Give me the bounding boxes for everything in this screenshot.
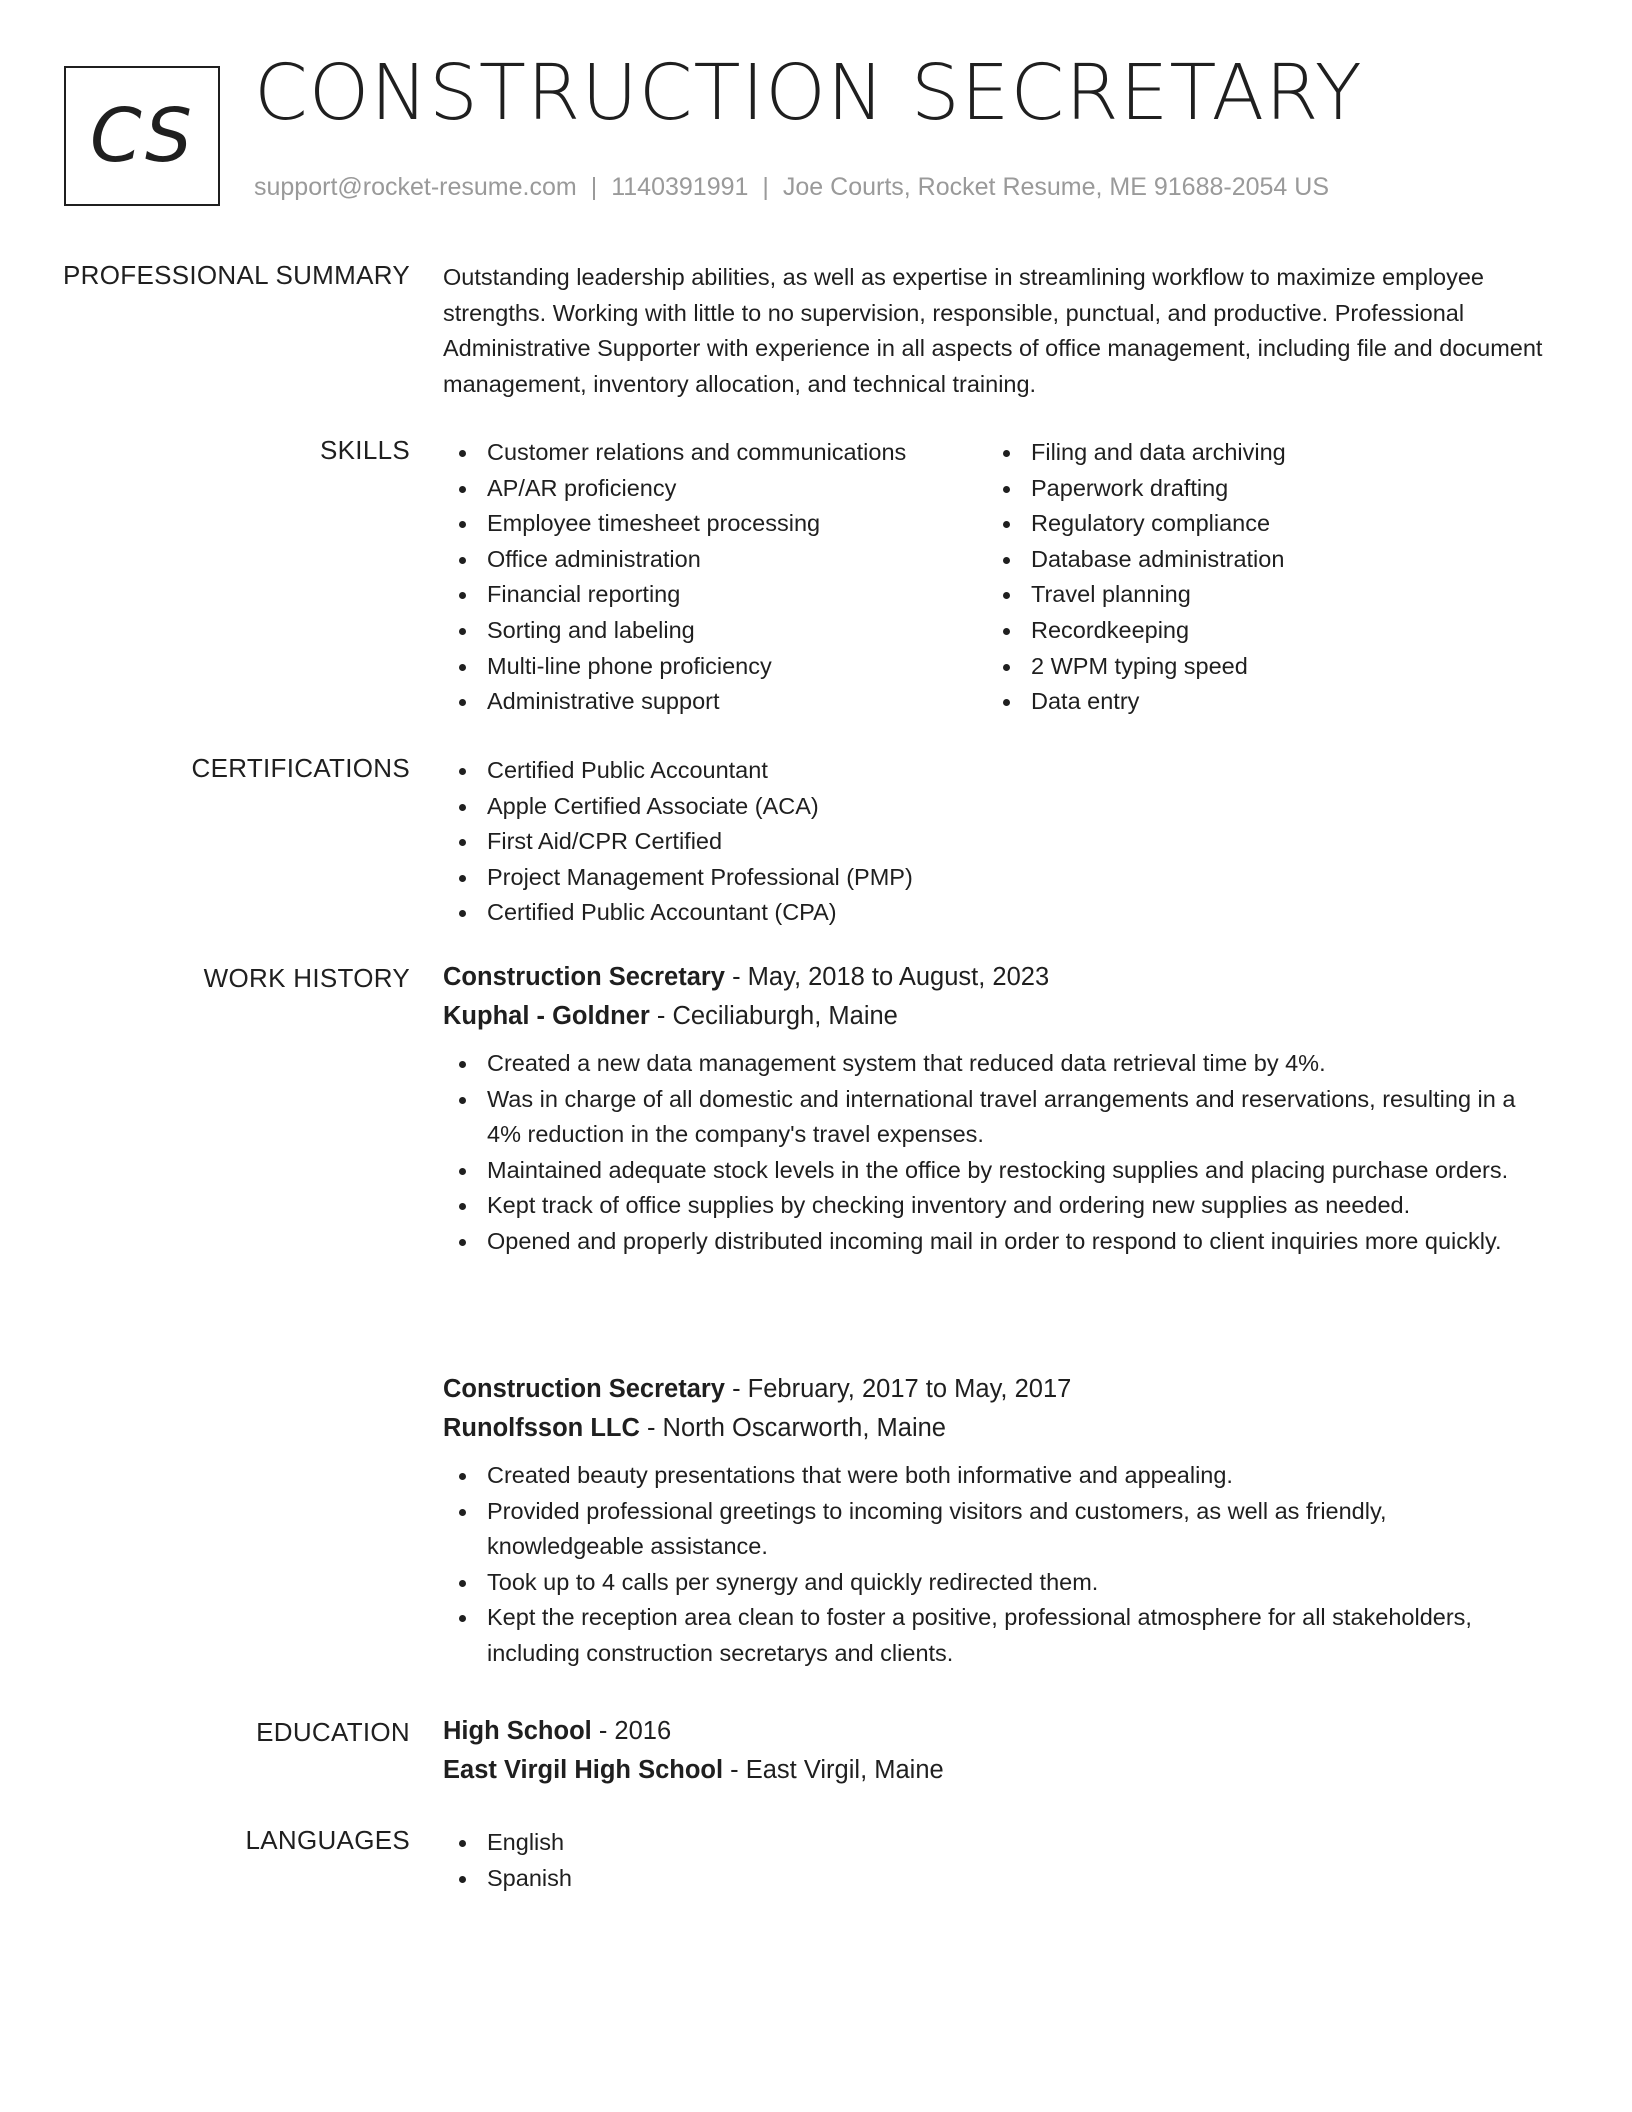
languages-label: LANGUAGES [245, 1825, 410, 1855]
contact-phone[interactable]: 1140391991 [611, 173, 749, 201]
job-company-line [443, 1409, 1548, 1448]
work-history-label: WORK HISTORY [203, 963, 410, 993]
job-location: - Ceciliaburgh, Maine [649, 1002, 898, 1030]
contact-separator: | [762, 173, 769, 201]
contact-line [254, 173, 1329, 202]
skill-item: Employee timesheet processing [443, 506, 987, 542]
education-label: EDUCATION [256, 1717, 410, 1747]
skill-item: Administrative support [443, 684, 987, 720]
skill-item: AP/AR proficiency [443, 471, 987, 507]
education-degree-line [443, 1712, 1548, 1751]
education-year: - 2016 [591, 1717, 672, 1745]
languages-list [443, 1825, 1548, 1896]
contact-separator: | [590, 173, 598, 201]
job-title-line [443, 958, 1548, 997]
skill-item: Data entry [987, 684, 1531, 720]
job-duty: Kept the reception area clean to foster a positive, professional atmosphere for all stakeholders, including construction secretarys and clients. [443, 1600, 1548, 1671]
job-entry [443, 1370, 1548, 1672]
education-location: - East Virgil, Maine [723, 1756, 944, 1784]
job-title: Construction Secretary [443, 1375, 725, 1403]
job-dates: - May, 2018 to August, 2023 [725, 963, 1050, 991]
certification-item: Project Management Professional (PMP) [443, 860, 1548, 896]
job-duty: Maintained adequate stock levels in the office by restocking supplies and placing purchase orders. [443, 1153, 1548, 1189]
certification-item: Apple Certified Associate (ACA) [443, 789, 1548, 825]
skill-item: Recordkeeping [987, 613, 1531, 649]
summary-label: PROFESSIONAL SUMMARY [63, 260, 410, 290]
education-degree: High School [443, 1717, 592, 1745]
education-school-line [443, 1751, 1548, 1790]
job-title: Construction Secretary [443, 963, 725, 991]
skill-item: Multi-line phone proficiency [443, 649, 987, 685]
skills-list-right [987, 435, 1531, 720]
skills-list-left [443, 435, 987, 720]
certifications-list [443, 753, 1548, 931]
skill-item: Financial reporting [443, 577, 987, 613]
monogram-initials: CS [89, 93, 194, 179]
job-duties-list [443, 1458, 1548, 1672]
skill-item: Customer relations and communications [443, 435, 987, 471]
skill-item: Paperwork drafting [987, 471, 1531, 507]
job-duty: Created a new data management system that reduced data retrieval time by 4%. [443, 1046, 1548, 1082]
job-company-line [443, 997, 1548, 1036]
language-item: English [443, 1825, 1548, 1861]
skill-item: Sorting and labeling [443, 613, 987, 649]
job-company: Kuphal - Goldner [443, 1002, 650, 1030]
education-content [443, 1712, 1548, 1790]
job-dates: - February, 2017 to May, 2017 [725, 1375, 1072, 1403]
job-location: - North Oscarworth, Maine [639, 1414, 946, 1442]
skills-label: SKILLS [320, 435, 410, 465]
summary-text: Outstanding leadership abilities, as well as expertise in streamlining workflow to maximize employee strengths. Working with little to no supervision, responsible, punctual, and productive. Professional Administrative Supporter with experience in all aspects of office management, including file and document management, inventory allocation, and technical training. [443, 264, 1543, 397]
job-duty: Kept track of office supplies by checking inventory and ordering new supplies as needed. [443, 1188, 1548, 1224]
job-duties-list [443, 1046, 1548, 1260]
job-duty: Provided professional greetings to incoming visitors and customers, as well as friendly, knowledgeable assistance. [443, 1494, 1548, 1565]
skill-item: Filing and data archiving [987, 435, 1531, 471]
job-duty: Created beauty presentations that were both informative and appealing. [443, 1458, 1548, 1494]
certification-item: First Aid/CPR Certified [443, 824, 1548, 860]
job-company: Runolfsson LLC [443, 1414, 640, 1442]
resume-title: CONSTRUCTION SECRETARY [254, 49, 1363, 138]
skill-item: 2 WPM typing speed [987, 649, 1531, 685]
languages-content [443, 1825, 1548, 1896]
skill-item: Travel planning [987, 577, 1531, 613]
certification-item: Certified Public Accountant [443, 753, 1548, 789]
certification-item: Certified Public Accountant (CPA) [443, 895, 1548, 931]
language-item: Spanish [443, 1861, 1548, 1897]
certifications-label: CERTIFICATIONS [191, 753, 410, 783]
skills-columns [443, 435, 1548, 720]
skill-item: Database administration [987, 542, 1531, 578]
job-entry [443, 958, 1548, 1260]
skill-item: Regulatory compliance [987, 506, 1531, 542]
job-duty: Was in charge of all domestic and international travel arrangements and reservations, resulting in a 4% reduction in the company's travel expenses. [443, 1082, 1548, 1153]
contact-email[interactable]: support@rocket-resume.com [254, 173, 577, 201]
education-school: East Virgil High School [443, 1756, 724, 1784]
job-duty: Opened and properly distributed incoming mail in order to respond to client inquiries more quickly. [443, 1224, 1548, 1260]
job-title-line [443, 1370, 1548, 1409]
job-duty: Took up to 4 calls per synergy and quickly redirected them. [443, 1565, 1548, 1601]
monogram-box [64, 66, 220, 206]
certifications-content [443, 753, 1548, 931]
skill-item: Office administration [443, 542, 987, 578]
contact-address: Joe Courts, Rocket Resume, ME 91688-2054 US [782, 173, 1329, 201]
